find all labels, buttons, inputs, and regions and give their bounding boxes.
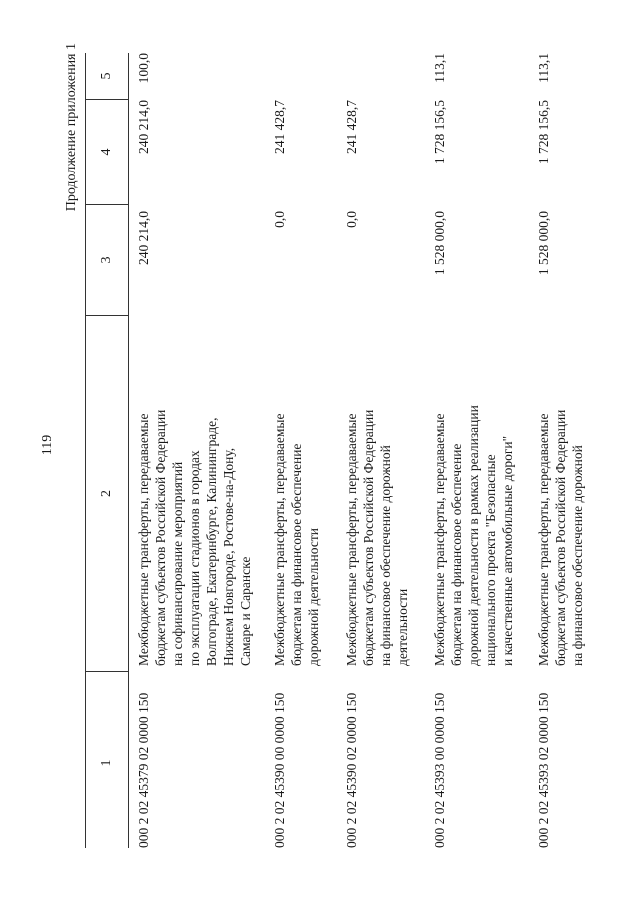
table-row <box>337 53 425 848</box>
row-description: Межбюджетные трансферты, передаваемые бюджетам субъектов Российской Федерации на финансовое обеспечение дорожной <box>536 409 585 666</box>
row-description: Межбюджетные трансферты, передаваемые бюджетам субъектов Российской Федерации на финансовое обеспечение дорожной деятельности <box>344 409 410 666</box>
table-row <box>265 53 337 848</box>
table-row <box>529 53 609 848</box>
column-header-2: 2 <box>99 490 114 497</box>
planned-value: 0,0 <box>344 211 359 228</box>
percent-value: 113,1 <box>536 53 551 83</box>
planned-value: 1 528 000,0 <box>432 211 447 276</box>
page-number: 119 <box>40 434 55 456</box>
table-row <box>129 53 265 848</box>
header-divider <box>86 99 128 100</box>
actual-value: 1 728 156,5 <box>432 100 447 165</box>
actual-value: 241 428,7 <box>272 100 287 154</box>
row-description: Межбюджетные трансферты, передаваемые бюджетам на финансовое обеспечение дорожной деятельности в рамках реализации национального проекта "Безопасные и качественные автомобильные дороги" <box>432 405 515 666</box>
budget-code: 000 2 02 45393 00 0000 150 <box>432 692 447 848</box>
actual-value: 240 214,0 <box>136 100 151 154</box>
actual-value: 241 428,7 <box>344 100 359 154</box>
budget-code: 000 2 02 45390 00 0000 150 <box>272 692 287 848</box>
column-header-3: 3 <box>99 256 114 264</box>
planned-value: 1 528 000,0 <box>536 211 551 276</box>
table-header-row <box>86 53 129 848</box>
planned-value: 0,0 <box>272 211 287 228</box>
header-divider <box>86 315 128 316</box>
header-divider <box>86 204 128 205</box>
budget-code: 000 2 02 45379 02 0000 150 <box>136 692 151 848</box>
column-header-4: 4 <box>99 148 114 156</box>
percent-value: 113,1 <box>432 53 447 83</box>
column-header-1: 1 <box>99 759 114 767</box>
column-header-5: 5 <box>99 72 114 80</box>
table-row <box>425 53 529 848</box>
actual-value: 1 728 156,5 <box>536 100 551 165</box>
continuation-note: Продолжение приложения 1 <box>64 43 79 212</box>
percent-value: 100,0 <box>136 53 151 84</box>
appendix-table <box>85 53 609 848</box>
row-description: Межбюджетные трансферты, передаваемые бюджетам на финансовое обеспечение дорожной деятельности <box>272 413 321 666</box>
row-description: Межбюджетные трансферты, передаваемые бюджетам субъектов Российской Федерации на софинансирование мероприятий по эксплуатации стадионов в городах Волгограде, Екатеринбурге, Калининграде, Нижнем Новгороде, Ростове-на-Дону, Самаре и Саранске <box>136 409 253 666</box>
header-divider <box>86 671 128 672</box>
budget-code: 000 2 02 45393 02 0000 150 <box>536 692 551 848</box>
budget-code: 000 2 02 45390 02 0000 150 <box>344 692 359 848</box>
planned-value: 240 214,0 <box>136 211 151 265</box>
